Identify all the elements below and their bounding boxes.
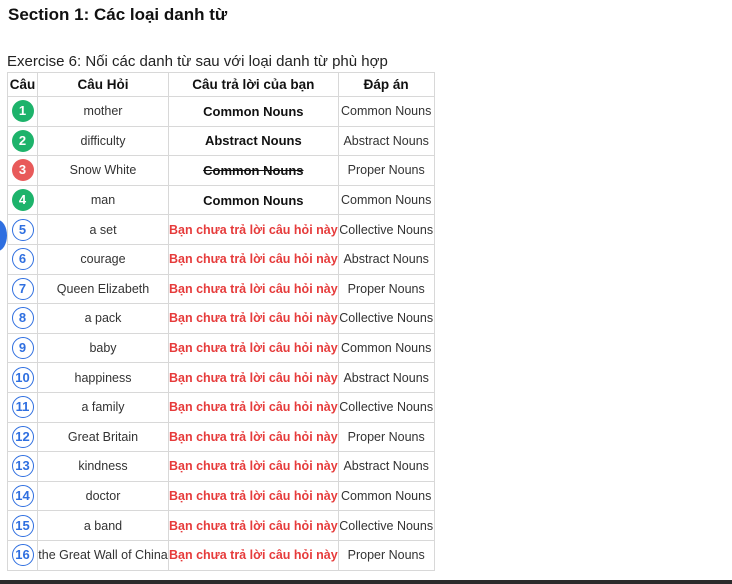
your-answer-cell: [169, 126, 339, 156]
row-number-cell: [8, 452, 38, 482]
answer-key-cell: Abstract Nouns: [338, 363, 434, 393]
question-cell: a set: [38, 215, 169, 245]
your-answer-cell: [169, 215, 339, 245]
table-row: [8, 363, 435, 393]
your-answer-text: Bạn chưa trả lời câu hỏi này: [169, 489, 338, 504]
answer-key-cell: Proper Nouns: [338, 156, 434, 186]
your-answer-text: Common Nouns: [203, 192, 304, 208]
row-number-cell: [8, 244, 38, 274]
your-answer-text: Bạn chưa trả lời câu hỏi này: [169, 518, 338, 533]
table-row: [8, 540, 435, 570]
your-answer-cell: [169, 333, 339, 363]
answer-key-cell: Collective Nouns: [338, 215, 434, 245]
question-number-badge[interactable]: 9: [12, 337, 34, 359]
your-answer-cell: [169, 97, 339, 127]
question-cell: happiness: [38, 363, 169, 393]
your-answer-cell: [169, 481, 339, 511]
row-number-cell: [8, 333, 38, 363]
question-cell: a pack: [38, 304, 169, 334]
header-your-answer: Câu trả lời của bạn: [169, 73, 339, 97]
your-answer-cell: [169, 244, 339, 274]
your-answer-cell: [169, 274, 339, 304]
question-cell: a family: [38, 392, 169, 422]
answer-key-cell: Abstract Nouns: [338, 126, 434, 156]
question-cell: a band: [38, 511, 169, 541]
question-cell: courage: [38, 244, 169, 274]
header-num: Câu: [8, 73, 38, 97]
table-header-row: [8, 73, 435, 97]
answer-key-cell: Abstract Nouns: [338, 244, 434, 274]
question-cell: kindness: [38, 452, 169, 482]
table-row: [8, 156, 435, 186]
table-row: [8, 422, 435, 452]
question-number-badge[interactable]: 14: [12, 485, 34, 507]
question-number-badge[interactable]: 13: [12, 455, 34, 477]
row-number-cell: [8, 304, 38, 334]
question-cell: doctor: [38, 481, 169, 511]
table-row: [8, 126, 435, 156]
row-number-cell: [8, 274, 38, 304]
question-number-badge[interactable]: 8: [12, 307, 34, 329]
your-answer-text: Bạn chưa trả lời câu hỏi này: [169, 222, 338, 237]
row-number-cell: [8, 422, 38, 452]
answer-key-cell: Collective Nouns: [338, 511, 434, 541]
table-row: [8, 97, 435, 127]
row-number-cell: [8, 215, 38, 245]
question-number-badge[interactable]: 7: [12, 278, 34, 300]
question-cell: the Great Wall of China: [38, 540, 169, 570]
your-answer-text: Bạn chưa trả lời câu hỏi này: [169, 281, 338, 296]
row-number-cell: [8, 363, 38, 393]
answer-key-cell: Common Nouns: [338, 333, 434, 363]
your-answer-text: Bạn chưa trả lời câu hỏi này: [169, 459, 338, 474]
your-answer-text: Bạn chưa trả lời câu hỏi này: [169, 341, 338, 356]
question-number-badge[interactable]: 2: [12, 130, 34, 152]
your-answer-text: Common Nouns: [203, 162, 304, 178]
header-question: Câu Hỏi: [38, 73, 169, 97]
section-title: Section 1: Các loại danh từ: [8, 5, 228, 24]
your-answer-cell: [169, 540, 339, 570]
question-number-badge[interactable]: 16: [12, 544, 34, 566]
question-cell: Great Britain: [38, 422, 169, 452]
question-number-badge[interactable]: 4: [12, 189, 34, 211]
your-answer-text: Bạn chưa trả lời câu hỏi này: [169, 311, 338, 326]
question-number-badge[interactable]: 6: [12, 248, 34, 270]
bottom-bar: [0, 580, 732, 584]
your-answer-cell: [169, 422, 339, 452]
question-number-badge[interactable]: 15: [12, 515, 34, 537]
question-cell: Snow White: [38, 156, 169, 186]
question-cell: baby: [38, 333, 169, 363]
row-number-cell: [8, 185, 38, 215]
answer-key-cell: Proper Nouns: [338, 422, 434, 452]
your-answer-cell: [169, 452, 339, 482]
table-row: [8, 185, 435, 215]
question-cell: difficulty: [38, 126, 169, 156]
row-number-cell: [8, 481, 38, 511]
your-answer-cell: [169, 156, 339, 186]
row-number-cell: [8, 511, 38, 541]
question-number-badge[interactable]: 1: [12, 100, 34, 122]
question-number-badge[interactable]: 12: [12, 426, 34, 448]
header-answer-key: Đáp án: [338, 73, 434, 97]
table-row: [8, 274, 435, 304]
answer-key-cell: Common Nouns: [338, 185, 434, 215]
table-row: [8, 392, 435, 422]
your-answer-text: Abstract Nouns: [204, 133, 302, 149]
your-answer-text: Bạn chưa trả lời câu hỏi này: [169, 429, 338, 444]
question-number-badge[interactable]: 10: [12, 367, 34, 389]
question-cell: mother: [38, 97, 169, 127]
table-row: [8, 481, 435, 511]
question-cell: Queen Elizabeth: [38, 274, 169, 304]
table-row: [8, 333, 435, 363]
row-number-cell: [8, 126, 38, 156]
question-cell: man: [38, 185, 169, 215]
your-answer-cell: [169, 363, 339, 393]
table-row: [8, 244, 435, 274]
answer-key-cell: Collective Nouns: [338, 392, 434, 422]
row-number-cell: [8, 540, 38, 570]
your-answer-cell: [169, 185, 339, 215]
answer-key-cell: Common Nouns: [338, 97, 434, 127]
table-row: [8, 215, 435, 245]
your-answer-cell: [169, 304, 339, 334]
your-answer-text: Bạn chưa trả lời câu hỏi này: [169, 252, 338, 267]
your-answer-text: Common Nouns: [203, 103, 304, 119]
your-answer-text: Bạn chưa trả lời câu hỏi này: [169, 370, 338, 385]
exercise-title: Exercise 6: Nối các danh từ sau với loại danh từ phù hợp: [7, 53, 388, 70]
table-row: [8, 511, 435, 541]
table-row: [8, 304, 435, 334]
your-answer-text: Bạn chưa trả lời câu hỏi này: [169, 400, 338, 415]
answer-key-cell: Proper Nouns: [338, 540, 434, 570]
results-table: [7, 72, 435, 571]
question-number-badge[interactable]: 3: [12, 159, 34, 181]
answer-key-cell: Collective Nouns: [338, 304, 434, 334]
your-answer-text: Bạn chưa trả lời câu hỏi này: [169, 548, 338, 563]
row-number-cell: [8, 156, 38, 186]
question-number-badge[interactable]: 11: [12, 396, 34, 418]
row-number-cell: [8, 97, 38, 127]
scroll-indicator[interactable]: [0, 220, 7, 251]
your-answer-cell: [169, 392, 339, 422]
row-number-cell: [8, 392, 38, 422]
table-row: [8, 452, 435, 482]
answer-key-cell: Proper Nouns: [338, 274, 434, 304]
your-answer-cell: [169, 511, 339, 541]
answer-key-cell: Abstract Nouns: [338, 452, 434, 482]
question-number-badge[interactable]: 5: [12, 219, 34, 241]
answer-key-cell: Common Nouns: [338, 481, 434, 511]
